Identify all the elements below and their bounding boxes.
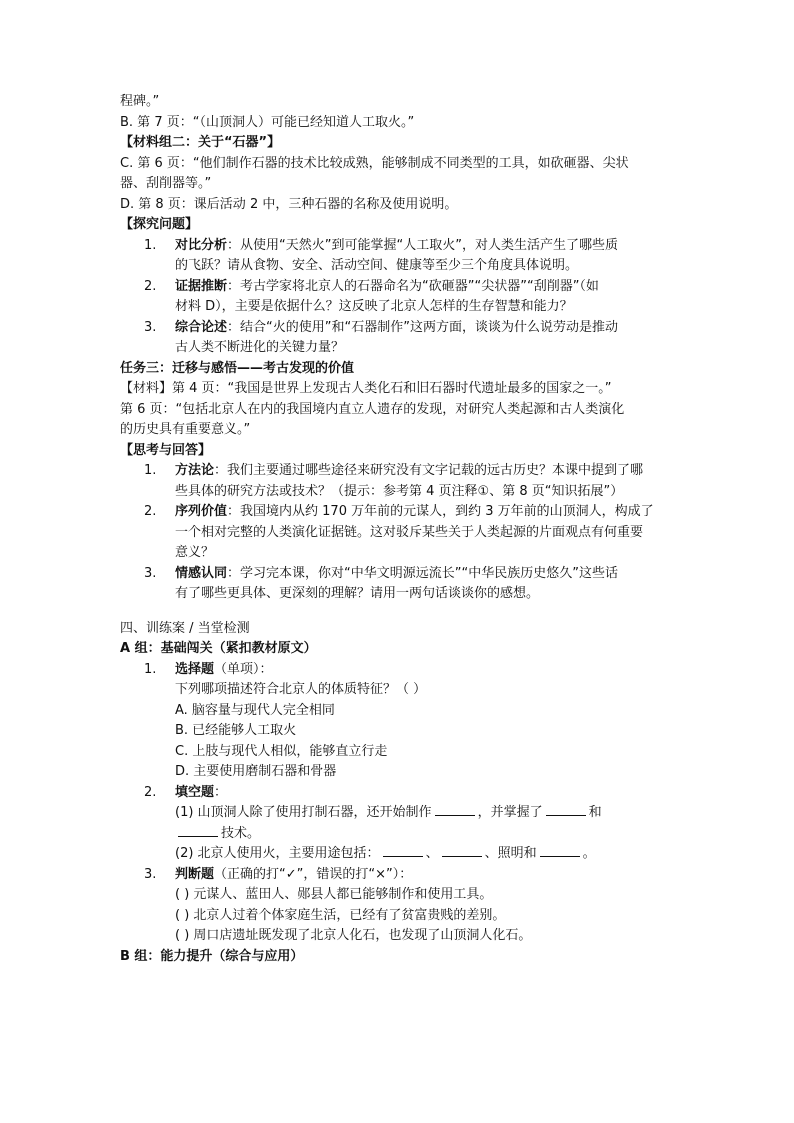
item-title: 综合论述 — [175, 319, 228, 335]
item-title: 证据推断 — [175, 278, 228, 294]
explore-heading: 【探究问题】 — [120, 217, 199, 232]
explore-item-1 — [120, 236, 680, 257]
item-number: 1. — [144, 463, 157, 478]
document-page — [120, 92, 680, 967]
question-type: 判断题 — [175, 866, 215, 882]
blank-text: (1) 山顶洞人除了使用打制石器，还开始制作 — [175, 805, 432, 820]
item-number: 2. — [144, 784, 157, 800]
task3-material-line2: 第 6 页：“包括北京人在内的我国境内直立人遗存的发现，对研究人类起源和古人类演化 — [120, 401, 625, 417]
explore-item-2-cont: 材料 D），主要是依据什么？这反映了北京人怎样的生存智慧和能力？ — [175, 299, 573, 314]
fill-blank-2 — [120, 844, 680, 865]
question-suffix: （单项）： — [214, 661, 273, 677]
option-a: A. 脑容量与现代人完全相同 — [175, 702, 335, 718]
judge-item-2: ( ) 北京人过着个体家庭生活，已经有了贫富贵贱的差别。 — [175, 907, 506, 923]
explore-item-3 — [120, 318, 680, 339]
blank-line[interactable] — [546, 803, 586, 816]
item-text: ：学习完本课，你对“中华文明源远流长”“中华民族历史悠久”这些话 — [227, 565, 618, 581]
question-3 — [120, 865, 680, 886]
think-item-1-cont: 些具体的研究方法或技术？（提示：参考第 4 页注释①、第 8 页“知识拓展”） — [175, 483, 624, 499]
item-text: ：考古学家将北京人的石器命名为“砍砸器”“尖状器”“刮削器”（如 — [227, 278, 599, 294]
material-group-2-heading: 【材料组二：关于“石器”】 — [120, 135, 281, 150]
item-title: 对比分析 — [175, 237, 228, 253]
text-line: 程碑。” — [120, 94, 160, 109]
item-title: 情感认同 — [175, 565, 228, 581]
judge-item-3: ( ) 周口店遗址既发现了北京人化石，也发现了山顶洞人化石。 — [175, 928, 532, 943]
option-c: C. 上肢与现代人相似，能够直立行走 — [175, 743, 388, 759]
explore-item-2 — [120, 277, 680, 298]
think-heading: 【思考与回答】 — [120, 442, 212, 458]
section4-heading: 四、训练案 / 当堂检测 — [120, 620, 250, 636]
blank-line[interactable] — [383, 844, 423, 857]
explore-item-3-cont: 古人类不断进化的关键力量？ — [175, 340, 345, 355]
item-text: ：我们主要通过哪些途径来研究没有文字记载的远古历史？本课中提到了哪 — [214, 463, 644, 478]
judge-item-1: ( ) 元谋人、蓝田人、郧县人都已能够制作和使用工具。 — [175, 887, 493, 902]
item-text: ：结合“火的使用”和“石器制作”这两方面，谈谈为什么说劳动是推动 — [227, 319, 618, 335]
item-title: 方法论 — [175, 463, 215, 478]
think-item-3 — [120, 564, 680, 585]
fill-blank-1-cont — [120, 824, 680, 845]
question-1-stem: 下列哪项描述符合北京人的体质特征？（ ） — [175, 682, 427, 697]
blank-text: 和 — [588, 805, 602, 820]
blank-text: 、 — [425, 846, 439, 861]
question-2 — [120, 783, 680, 804]
blank-line[interactable] — [442, 844, 482, 857]
think-item-2 — [120, 502, 680, 523]
item-number: 3. — [144, 565, 157, 581]
item-number: 1. — [144, 237, 157, 253]
question-type: 选择题 — [175, 661, 215, 677]
blank-text: 技术。 — [221, 825, 261, 841]
think-item-3-cont: 有了哪些更具体、更深刻的理解？请用一两句话谈谈你的感想。 — [175, 586, 540, 601]
task3-material-line3: 的历史具有重要意义。” — [120, 422, 251, 437]
material-c-line2: 器、刮削器等。” — [120, 176, 212, 191]
blank-text: ，并掌握了 — [477, 805, 543, 820]
blank-text: 。 — [582, 846, 596, 861]
task3-material-line1: 【材料】第 4 页：“我国是世界上发现古人类化石和旧石器时代遗址最多的国家之一。” — [120, 381, 612, 396]
spacer — [120, 605, 680, 619]
think-item-2-cont2: 意义？ — [175, 545, 215, 560]
item-number: 3. — [144, 866, 157, 882]
item-number: 1. — [144, 661, 157, 677]
think-item-2-cont: 一个相对完整的人类演化证据链。这对驳斥某些关于人类起源的片面观点有何重要 — [175, 524, 644, 540]
item-text: ：从使用“天然火”到可能掌握“人工取火”，对人类生活产生了哪些质 — [227, 237, 618, 253]
fill-blank-1 — [120, 803, 680, 824]
question-suffix: （正确的打“✓”，错误的打“×”）： — [214, 866, 413, 882]
task3-heading: 任务三：迁移与感悟——考古发现的价值 — [120, 360, 355, 376]
option-b: B. 已经能够人工取火 — [175, 723, 297, 738]
blank-text: 、照明和 — [484, 846, 537, 861]
material-c-line1: C. 第 6 页：“他们制作石器的技术比较成熟，能够制成不同类型的工具，如砍砸器、尖状 — [120, 155, 629, 171]
blank-line[interactable] — [540, 844, 580, 857]
item-number: 3. — [144, 319, 157, 335]
item-title: 序列价值 — [175, 504, 228, 519]
question-type: 填空题 — [175, 784, 215, 800]
item-number: 2. — [144, 504, 157, 519]
item-number: 2. — [144, 278, 157, 294]
blank-line[interactable] — [435, 803, 475, 816]
think-item-1 — [120, 461, 680, 482]
option-d: D. 主要使用磨制石器和骨器 — [175, 764, 337, 779]
material-b: B. 第 7 页：“（山顶洞人）可能已经知道人工取火。” — [120, 114, 415, 130]
blank-text: (2) 北京人使用火，主要用途包括： — [175, 846, 380, 861]
blank-line[interactable] — [178, 824, 218, 837]
question-suffix: ： — [214, 784, 228, 800]
question-1 — [120, 660, 680, 681]
group-a-heading: A 组：基础闯关（紧扣教材原文） — [120, 641, 317, 656]
group-b-heading: B 组：能力提升（综合与应用） — [120, 948, 304, 964]
material-d: D. 第 8 页：课后活动 2 中，三种石器的名称及使用说明。 — [120, 196, 458, 212]
explore-item-1-cont: 的飞跃？请从食物、安全、活动空间、健康等至少三个角度具体说明。 — [175, 258, 579, 273]
item-text: ：我国境内从约 170 万年前的元谋人，到约 3 万年前的山顶洞人，构成了 — [227, 504, 654, 519]
